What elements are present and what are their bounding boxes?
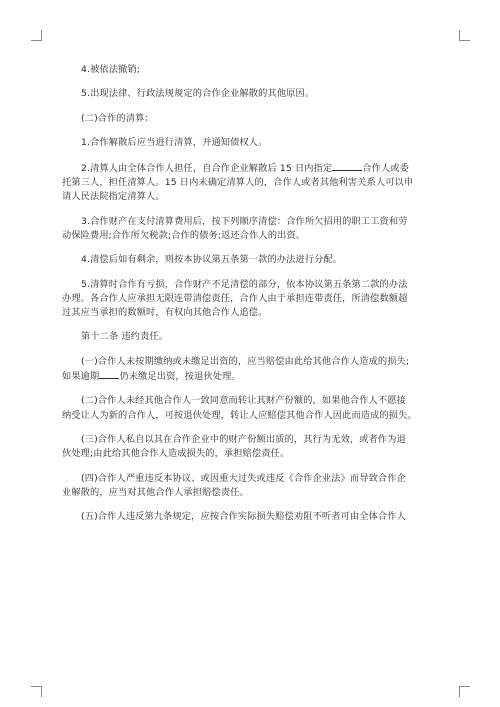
paragraph-liquidation-item-5 [62,278,440,320]
paragraph-liquidation-item-1 [62,136,440,150]
text-line: 办理。各合作人应承担无限连带清偿责任，合作人由于承担连带责任，所清偿数额超 [62,292,408,304]
section-heading-liquidation [62,112,440,126]
fill-in-blank [332,161,362,171]
paragraph-dissolution-item-4 [62,63,440,77]
text-line-with-blank [62,369,440,384]
text-line: (三)合作人私自以其在合作企业中的财产份额出质的，其行为无效，或者作为退 [81,433,406,445]
paragraph-breach-item-5 [62,510,440,524]
crop-mark-bottom-right [459,686,470,697]
text-line: 4.被依法撤销; [81,64,140,75]
text-line: 3.合作财产在支付清算费用后，按下列顺序清偿：合作所欠招用的职工工资和劳 [81,215,408,227]
text-line: 5.清算时合作有亏损，合作财产不足清偿的部分，依本协议第五条第二款的办法 [81,278,408,290]
article-heading-breach-liability [62,330,440,344]
paragraph-breach-item-4 [62,472,440,500]
text-line: 业解散的，应当对其他合作人承担赔偿责任。 [62,486,249,498]
text-line: 5.出现法律、行政法规规定的合作企业解散的其他原因。 [81,88,315,100]
text-fragment: 仍未缴足出资，按退伙处理。 [119,370,241,382]
text-line: (一)合作人未按期缴纳或未缴足出资的，应当赔偿由此给其他合作人造成的损失; [81,355,410,367]
paragraph-liquidation-item-4 [62,253,440,267]
paragraph-breach-item-3 [62,433,440,461]
text-fragment: 合作人或委 [362,162,409,174]
text-line: 1.合作解散后应当进行清算，并通知债权人。 [81,137,268,149]
text-line-with-blank [62,161,440,176]
text-line: 4.清偿后如有剩余，则按本协议第五条第一款的办法进行分配。 [81,254,343,266]
text-line: (二)合作人未经其他合作人一致同意而转让其财产份额的，如果他合作人不愿接 [81,395,406,407]
text-line: 伙处理;由此给其他合作人造成损失的，承担赔偿责任。 [62,448,290,460]
text-line: 过其应当承担的数额时，有权向其他合作人追偿。 [62,306,268,318]
paragraph-liquidation-item-2 [62,161,440,204]
document-body [62,63,440,535]
paragraph-breach-item-2 [62,394,440,422]
fill-in-blank [99,369,119,379]
text-fragment: 2.清算人由全体合作人担任，自合作企业解散后 15 日内指定 [81,162,333,174]
paragraph-liquidation-item-3 [62,215,440,243]
text-line: 纳受让人为新的合作人，可按退伙处理，转让人应赔偿其他合作人因此而造成的损失。 [62,409,417,421]
crop-mark-top-right [459,30,470,41]
text-line: (四)合作人严重违反本协议、或因重大过失或违反《合作企业法》而导致合作企 [81,472,406,484]
text-line: (二)合作的清算： [81,112,154,124]
text-fragment: 如果逾期 [62,370,100,382]
text-line: 请人民法院指定清算人。 [62,191,165,203]
paragraph-breach-item-1 [62,355,440,384]
text-line: (五)合作人违反第九条规定，应按合作实际损失赔偿劝阻不听者可由全体合作人 [81,511,406,523]
paragraph-dissolution-item-5 [62,87,440,101]
crop-mark-bottom-left [31,686,42,697]
text-line: 第十二条 违约责任。 [81,331,169,343]
text-line: 托第三人，担任清算人。15 日内未确定清算人的，合作人或者其他利害关系人可以申 [62,177,414,189]
crop-mark-top-left [31,30,42,41]
text-line: 动保险费用;合作所欠税款;合作的债务;返还合作人的出资。 [62,229,306,241]
